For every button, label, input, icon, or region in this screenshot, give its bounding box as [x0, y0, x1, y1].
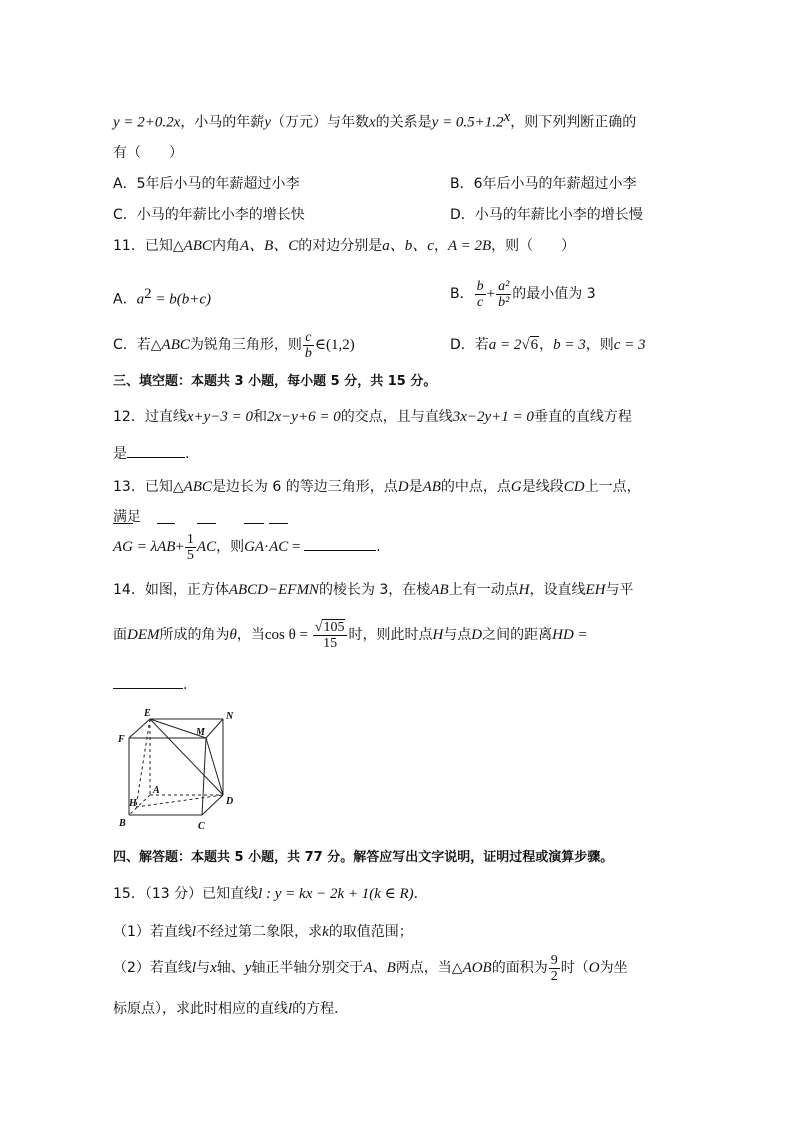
fraction [496, 279, 511, 310]
text: ，则（ ） [491, 238, 576, 254]
math: EH [585, 582, 606, 598]
text: 不经过第二象限，求 [196, 924, 323, 940]
vector-ga: GA [244, 526, 264, 568]
numerator: b [476, 278, 484, 294]
text: ， [539, 337, 554, 353]
text: 之间的距离 [482, 627, 553, 643]
text: . [183, 677, 188, 693]
q13-line2: 满足 [113, 509, 141, 525]
math: AB [422, 479, 441, 495]
q10-option-c: C．小马的年薪比小李的增长快 [113, 207, 305, 223]
text: 面 [113, 627, 127, 643]
text: 为坐 [599, 960, 628, 976]
q15-part2-cont [113, 1000, 348, 1018]
math: cos θ = [264, 627, 312, 643]
text: 13．已知△ [113, 479, 184, 495]
math: HD = [552, 627, 588, 643]
q15-stem [113, 885, 428, 903]
text: 两点，当△ [395, 960, 463, 976]
math: x [368, 114, 376, 131]
math: ABC [161, 337, 190, 353]
sqrt-sign: √ [521, 337, 530, 353]
edge-ef [129, 719, 150, 738]
text: 的最小值为 3 [512, 286, 596, 302]
label-n: N [226, 711, 234, 722]
math: y = 2+0.2x [113, 114, 181, 131]
q10-option-d: D．小马的年薪比小李的增长慢 [450, 207, 643, 223]
fraction [185, 532, 196, 563]
edge-cd [202, 795, 223, 815]
cube-figure [110, 705, 250, 835]
q10-line2: 有（ ） [113, 145, 183, 161]
q12-line1 [113, 408, 632, 426]
math: ABC [183, 479, 212, 495]
text: 为锐角三角形，则 [189, 337, 302, 353]
q14-line2 [113, 612, 588, 658]
q14-line3 [113, 676, 187, 694]
q13-line1 [113, 478, 641, 496]
math: l [191, 924, 197, 940]
math: y [264, 114, 271, 131]
math: = [288, 539, 305, 555]
text: ，当 [236, 627, 265, 643]
math: y [244, 960, 252, 976]
vector-ac: AC [197, 526, 216, 568]
text: 与 [196, 960, 211, 976]
text: 11．已知△ [113, 238, 184, 254]
math-sup: x [503, 109, 511, 125]
section-4-heading: 四、解答题：本题共 5 小题，共 77 分。解答应写出文字说明，证明过程或演算步骤。 [113, 850, 614, 865]
text: 垂直的直线方程 [533, 409, 632, 425]
text: . [376, 539, 381, 555]
text: （1）若直线 [113, 924, 192, 940]
math-sup: 2 [144, 286, 152, 302]
answer-blank[interactable] [113, 676, 183, 689]
text: 上一点， [584, 479, 641, 495]
math: ABC [183, 238, 212, 254]
math: A、B、C [239, 238, 299, 254]
math: G [510, 479, 522, 495]
denominator: 15 [323, 635, 338, 651]
label-a: A [153, 785, 160, 796]
text: 标原点），求此时相应的直线 [113, 1001, 288, 1017]
edge-eh [136, 719, 150, 807]
numerator: c [303, 330, 314, 346]
text: 与平 [605, 582, 634, 598]
text: ，设直线 [529, 582, 586, 598]
text: 的关系是 [375, 114, 432, 131]
numerator: 1 [186, 531, 194, 547]
math: x [210, 960, 217, 976]
text: 是 [408, 479, 423, 495]
text: . [185, 446, 190, 462]
q11-option-c [113, 322, 355, 368]
label: A． [113, 291, 137, 308]
text: ， [433, 238, 448, 254]
edge-nm [206, 719, 223, 738]
text: 轴、 [216, 960, 245, 976]
text: 14．如图，正方体 [113, 582, 229, 598]
text: 的取值范围； [328, 924, 413, 940]
math: H [432, 627, 444, 643]
text: 是线段 [521, 479, 564, 495]
math: D [397, 479, 409, 495]
math: · [264, 539, 270, 555]
text: 轴正半轴分别交于 [251, 960, 364, 976]
math: = b(b+c) [151, 291, 211, 308]
label: D．若 [450, 337, 489, 353]
math: y = 0.5+1.2 [431, 114, 504, 131]
answer-blank[interactable] [127, 445, 185, 458]
label-e: E [144, 708, 151, 719]
q14-line1 [113, 581, 633, 599]
math: AB [430, 582, 449, 598]
label: B． [450, 286, 474, 302]
text: ，则 [585, 337, 614, 353]
math: + [486, 286, 496, 302]
math: 6 [530, 337, 539, 353]
q13-line3 [113, 526, 381, 568]
label-h: H [129, 798, 137, 809]
vector-ag: AG [113, 526, 133, 568]
fraction [303, 330, 314, 361]
text: ． [413, 886, 428, 902]
math: = λ [133, 539, 158, 555]
math: O [588, 960, 600, 976]
q10-option-a: A．5年后小马的年薪超过小李 [113, 176, 300, 192]
q15-part1 [113, 923, 413, 941]
text: 、 [372, 960, 387, 976]
text: 时（ [560, 960, 589, 976]
text: 的棱长为 3，在棱 [318, 582, 431, 598]
denominator: 5 [186, 547, 194, 563]
text: 的方程． [292, 1001, 349, 1017]
text: 的交点，且与直线 [340, 409, 453, 425]
vector-ac: AC [269, 526, 288, 568]
math: l [288, 1001, 293, 1017]
text: 上有一动点 [448, 582, 519, 598]
text: 是边长为 6 的等边三角形，点 [211, 479, 398, 495]
math: a = 2 [488, 337, 522, 353]
edge-hd [136, 795, 223, 807]
denominator: b [304, 345, 312, 361]
label: C．若△ [113, 337, 162, 353]
text: 15．（13 分）已知直线 [113, 886, 259, 902]
vector-ab: AB [157, 526, 175, 568]
text: 和 [253, 409, 268, 425]
q15-part2 [113, 945, 628, 991]
text: 是 [113, 446, 127, 462]
text: 的对边分别是 [298, 238, 383, 254]
fraction [313, 620, 348, 651]
math: CD [563, 479, 585, 495]
math: 3x−2y+1 = 0 [452, 409, 534, 425]
label-d: D [226, 796, 234, 807]
radicand: 105 [323, 619, 345, 635]
text: ，小马的年薪 [180, 114, 265, 131]
math: + [175, 539, 184, 555]
q12-line2 [113, 445, 189, 463]
text: 12．过直线 [113, 409, 187, 425]
math: ABCD−EFMN [228, 582, 319, 598]
denominator: 2 [550, 968, 558, 984]
fraction [549, 953, 560, 984]
label-m: M [196, 727, 205, 738]
label-f: F [118, 734, 125, 745]
text: ，则下列判断正确的 [510, 114, 637, 131]
text: （万元）与年数 [270, 114, 369, 131]
math: θ [229, 627, 237, 643]
text: 内角 [211, 238, 240, 254]
answer-blank[interactable] [304, 538, 376, 551]
q11-option-a [113, 285, 211, 309]
text: 时，则此时点 [348, 627, 433, 643]
denominator: b² [498, 294, 510, 310]
math: a、b、c [382, 238, 434, 254]
math: b = 3 [553, 337, 586, 353]
math: A [363, 960, 373, 976]
text: 与点 [443, 627, 472, 643]
math: l [191, 960, 197, 976]
math: H [518, 582, 530, 598]
q10-line1 [113, 108, 636, 132]
numerator: a² [498, 278, 510, 294]
math: ∈(1,2) [314, 337, 355, 353]
numerator: √105 [313, 620, 348, 636]
q11-option-b [450, 270, 596, 318]
math: l : y = kx − 2k + 1(k ∈ R) [258, 886, 414, 902]
math: B [386, 960, 396, 976]
section-3-heading: 三、填空题：本题共 3 小题，每小题 5 分，共 15 分。 [113, 374, 437, 389]
q10-option-b: B．6年后小马的年薪超过小李 [450, 176, 637, 192]
math: k [322, 924, 329, 940]
text: 的中点，点 [440, 479, 511, 495]
math: x+y−3 = 0 [186, 409, 254, 425]
math: DEM [127, 627, 160, 643]
label-b: B [119, 818, 126, 829]
math: D [471, 627, 483, 643]
text: ，则 [216, 539, 245, 555]
math: c = 3 [613, 337, 646, 353]
fraction [475, 279, 486, 310]
math: a [136, 291, 145, 308]
text: 的面积为 [491, 960, 548, 976]
q11-stem [113, 237, 575, 255]
denominator: c [477, 294, 484, 310]
text: 所成的角为 [159, 627, 230, 643]
math: 2x−y+6 = 0 [267, 409, 341, 425]
math: A = 2B [447, 238, 492, 254]
q11-option-d [450, 336, 646, 354]
math: AOB [462, 960, 492, 976]
numerator: 9 [550, 952, 558, 968]
label-c: C [198, 821, 205, 832]
text: （2）若直线 [113, 960, 192, 976]
